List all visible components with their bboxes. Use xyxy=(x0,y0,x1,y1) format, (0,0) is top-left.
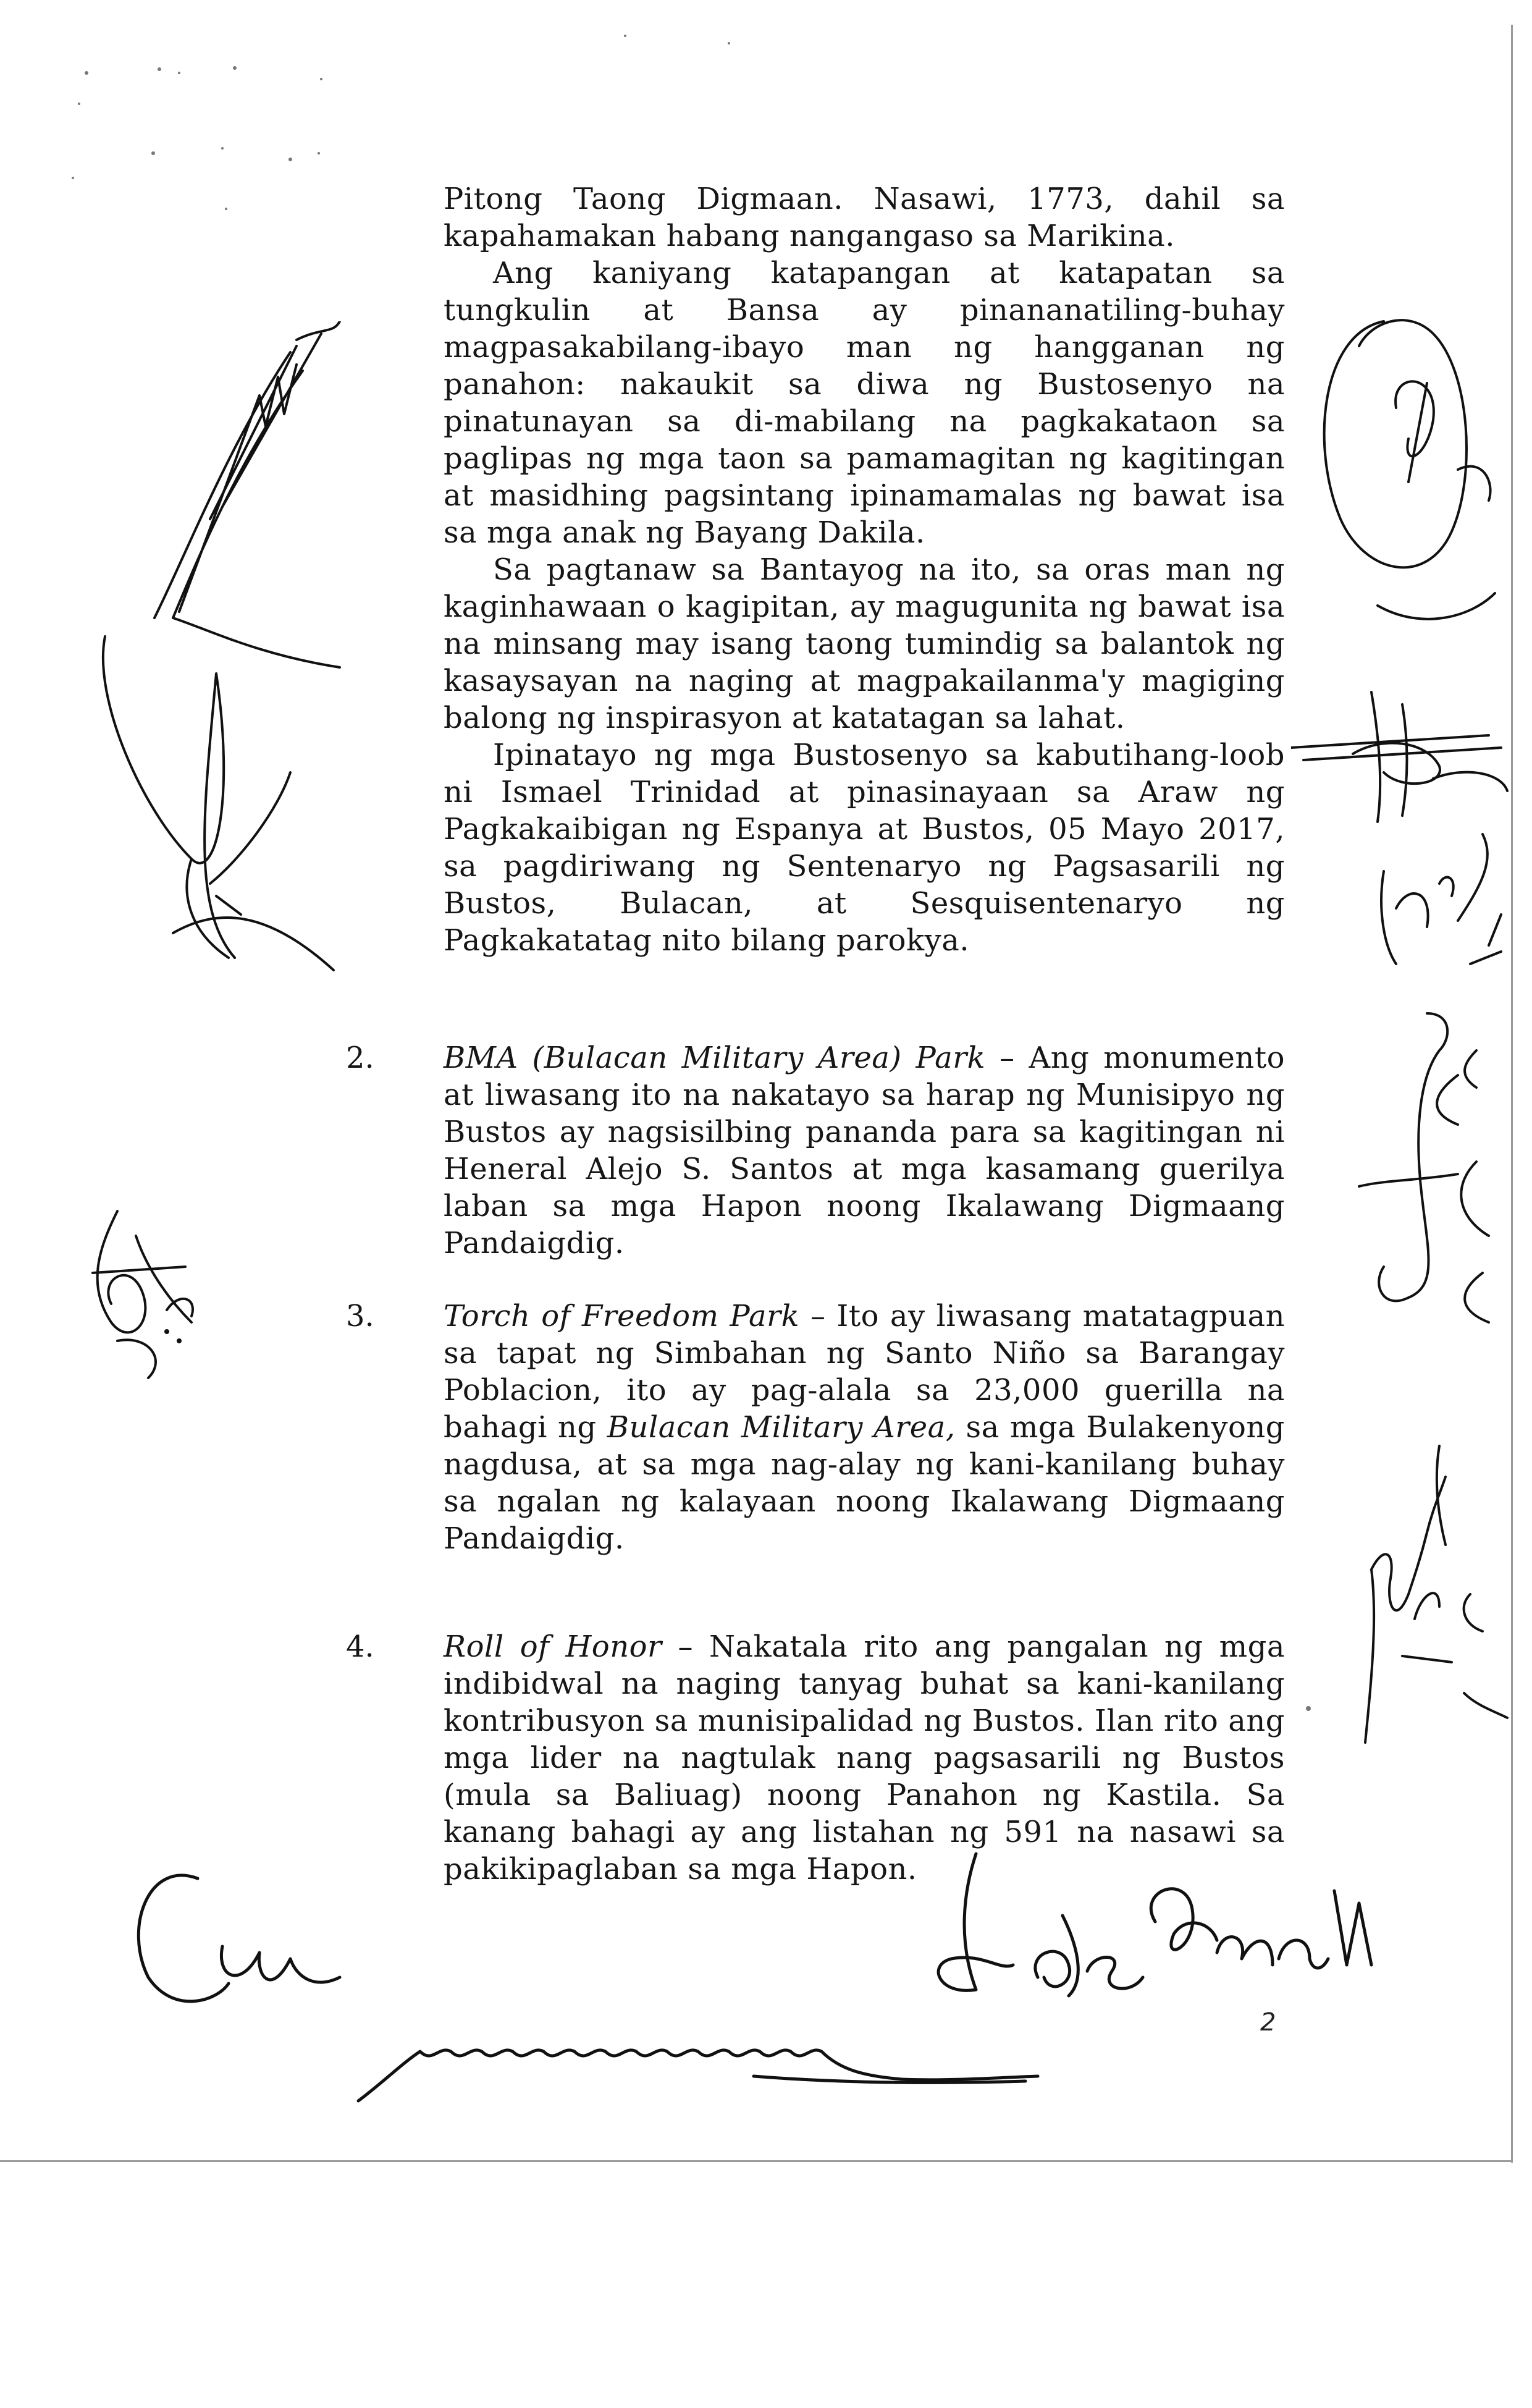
item-body xyxy=(444,1039,1285,1262)
item-number: 4. xyxy=(346,1629,374,1664)
signature-left-star xyxy=(74,1199,210,1384)
paragraph-katapangan: Ang kaniyang katapangan at katapatan sa tungkulin at Bansa ay pinananatiling-buhay magpasakabilang-ibayo man ng hangganan ng panahon: nakaukit sa diwa ng Bustosenyo na pinatunayan sa di-mabilang na pagkakataon sa paglipas ng mga taon sa pamamagitan ng kagitingan at masidhing pagsintang ipinamamalas ng bawat isa sa mga anak ng Bayang Dakila. xyxy=(444,256,1285,550)
item-dash: – xyxy=(799,1299,837,1333)
item-number: 2. xyxy=(346,1041,374,1075)
signature-right-oval xyxy=(1285,297,1520,643)
signature-de-guzman xyxy=(927,1841,1396,2027)
item-number: 3. xyxy=(346,1299,374,1333)
signature-right-f xyxy=(1334,1001,1507,1335)
item-dash: – xyxy=(985,1041,1029,1075)
item-description: Nakatala rito ang pangalan ng mga indibidwal na naging tanyag buhat sa kani-kanilang kontribusyon sa munisipalidad ng Bustos. Ilan rito ang mga lider na nagtulak nang pagsasarili ng Bustos (mula sa Baliuag) noong Panahon ng Kastila. Sa kanang bahagi ay ang listahan ng 591 na nasawi sa pakikipaglaban sa mga Hapon. xyxy=(444,1629,1286,1886)
item-description-end: sa mga Bulakenyong nagdusa, at sa mga nag-alay ng kani-kanilang buhay sa ngalan ng kalayaan noong Ikalawang Digmaang Pandaigdig. xyxy=(444,1410,1285,1556)
signature-right-cross xyxy=(1291,680,1513,828)
item-description-italic: Bulacan Military Area, xyxy=(607,1410,956,1445)
item-body xyxy=(444,1298,1285,1557)
item-dash: – xyxy=(662,1629,710,1664)
signature-right-vertical xyxy=(1316,1421,1513,1767)
signature-right-small xyxy=(1359,822,1507,976)
continued-section xyxy=(444,180,1285,959)
signature-bottom-left xyxy=(124,1854,383,2027)
item-title: Roll of Honor xyxy=(444,1629,662,1664)
item-title: BMA (Bulacan Military Area) Park xyxy=(444,1041,986,1075)
item-description-start: Ito ay liwasang matatagpuan sa tapat ng Simbahan ng Santo Niño sa Barangay Poblacion, ito ay pag-alala sa 23,000 guerilla na bahagi ng xyxy=(444,1299,1286,1445)
paragraph-ipinatayo: Ipinatayo ng mga Bustosenyo sa kabutihang-loob ni Ismael Trinidad at pinasinayaan sa Araw ng Pagkakaibigan ng Espanya at Bustos, 05 Mayo 2017, sa pagdiriwang ng Sentenaryo ng Pagsasarili ng Bustos, Bulacan, at Sesquisentenaryo ng Pagkakatatag nito bilang parokya. xyxy=(444,738,1285,958)
paragraph-bantayog: Sa pagtanaw sa Bantayog na ito, sa oras man ng kaginhawaan o kagipitan, ay magugunita ng bawat isa na minsang may isang taong tumindig sa balantok ng kasaysayan na naging at magpakailanma'y magiging balong ng inspirasyon at katatagan sa lahat. xyxy=(444,552,1285,735)
page-number: 2 xyxy=(1260,2008,1276,2037)
item-title: Torch of Freedom Park xyxy=(444,1299,800,1333)
item-description: Ang monumento at liwasang ito na nakatayo sa harap ng Munisipyo ng Bustos ay nagsisilbing pananda para sa kagitingan ni Heneral Alejo S. Santos at mga kasamang guerilya laban sa mga Hapon noong Ikalawang Digmaang Pandaigdig. xyxy=(444,1041,1286,1261)
intro-paragraph: Pitong Taong Digmaan. Nasawi, 1773, dahil sa kapahamakan habang nangangaso sa Marikina. xyxy=(444,182,1285,253)
signature-left-second xyxy=(93,624,340,995)
